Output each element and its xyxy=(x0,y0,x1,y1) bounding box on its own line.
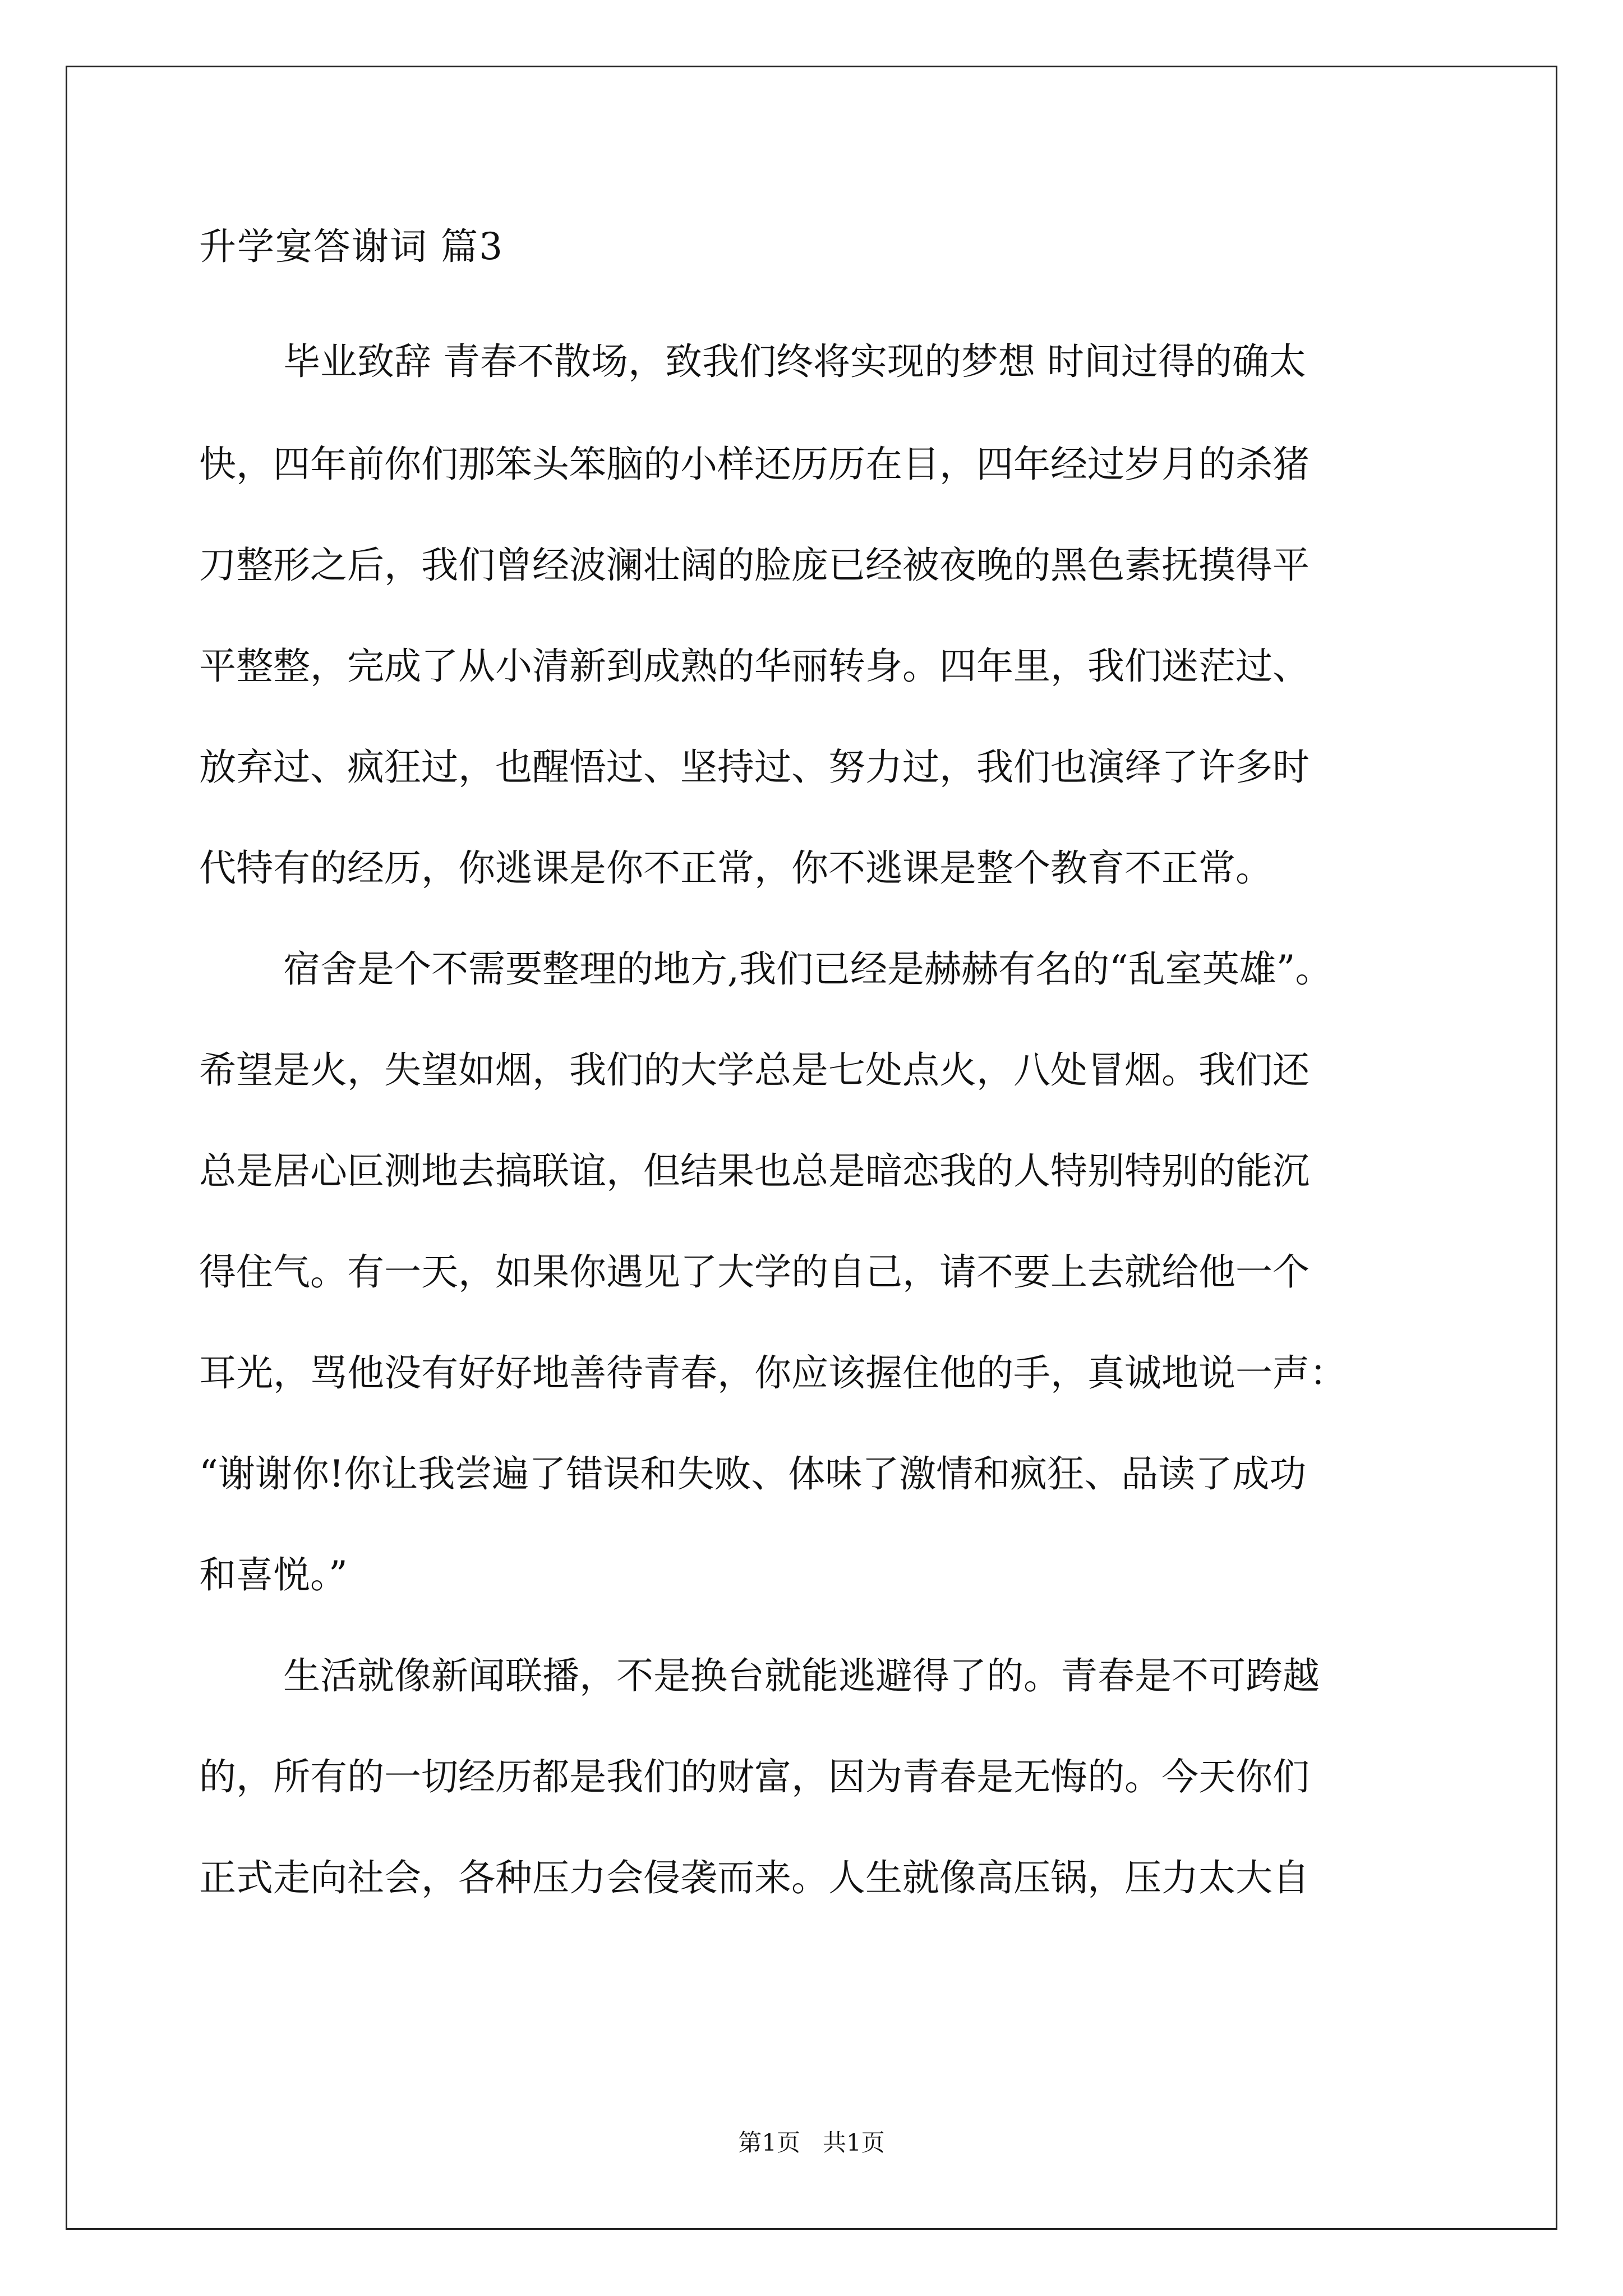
paragraph-line: 得住气。有一天，如果你遇见了大学的自己，请不要上去就给他一个 xyxy=(199,1250,1310,1294)
paragraph-line: 放弃过、疯狂过，也醒悟过、坚持过、努力过，我们也演绎了许多时 xyxy=(199,746,1310,789)
paragraph-line: 希望是火，失望如烟，我们的大学总是七处点火，八处冒烟。我们还 xyxy=(199,1048,1310,1092)
paragraph-line: 和喜悦。” xyxy=(199,1553,348,1596)
paragraph-line: 生活就像新闻联播，不是换台就能逃避得了的。青春是不可跨越 xyxy=(283,1654,1320,1697)
paragraph-line: 快，四年前你们那笨头笨脑的小样还历历在目，四年经过岁月的杀猪 xyxy=(199,443,1310,486)
paragraph-line: 平整整，完成了从小清新到成熟的华丽转身。四年里，我们迷茫过、 xyxy=(199,645,1310,688)
paragraph-line: 耳光，骂他没有好好地善待青春，你应该握住他的手，真诚地说一声： xyxy=(199,1351,1347,1395)
paragraph-line: “谢谢你!你让我尝遍了错误和失败、体味了激情和疯狂、品读了成功 xyxy=(199,1452,1307,1496)
paragraph-line: 代特有的经历，你逃课是你不正常，你不逃课是整个教育不正常。 xyxy=(199,846,1272,890)
paragraph-line: 宿舍是个不需要整理的地方,我们已经是赫赫有名的“乱室英雄”。 xyxy=(283,947,1332,991)
document-title: 升学宴答谢词 篇3 xyxy=(199,225,504,268)
paragraph-line: 总是居心叵测地去搞联谊，但结果也总是暗恋我的人特别特别的能沉 xyxy=(199,1149,1310,1193)
paragraph-line: 刀整形之后，我们曾经波澜壮阔的脸庞已经被夜晚的黑色素抚摸得平 xyxy=(199,544,1310,587)
paragraph-line: 的，所有的一切经历都是我们的财富，因为青春是无悔的。今天你们 xyxy=(199,1755,1310,1798)
page-footer: 第1页 共1页 xyxy=(738,2129,885,2156)
paragraph-line: 毕业致辞 青春不散场，致我们终将实现的梦想 时间过得的确太 xyxy=(283,340,1306,383)
paragraph-line: 正式走向社会，各种压力会侵袭而来。人生就像高压锅，压力太大自 xyxy=(199,1856,1310,1899)
